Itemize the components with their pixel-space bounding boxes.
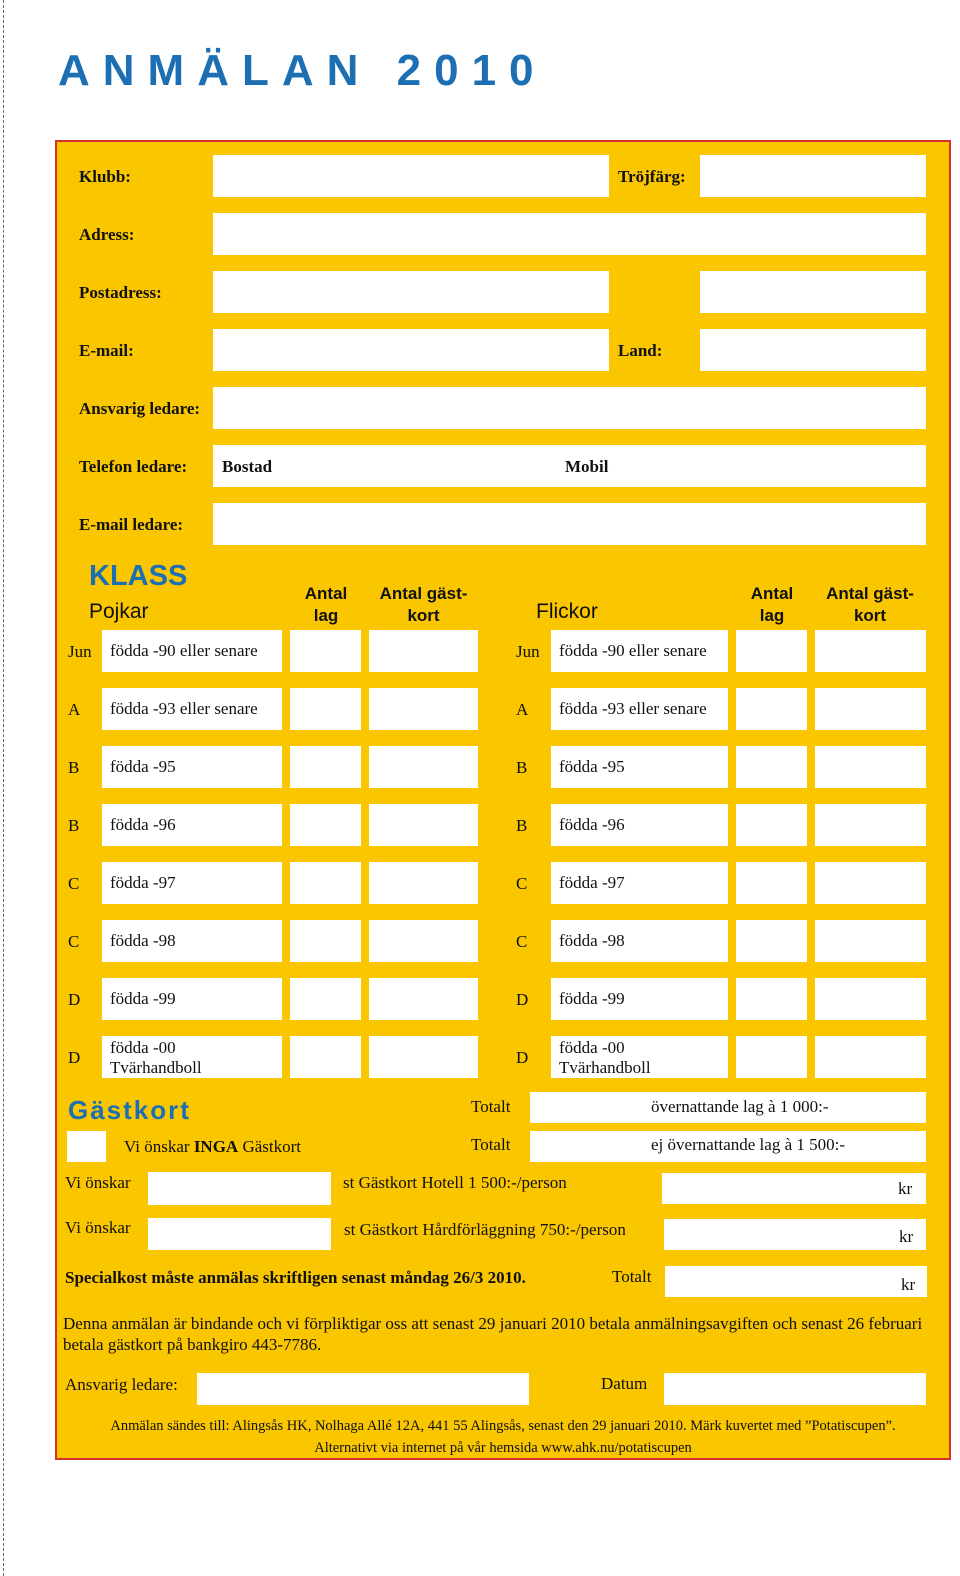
kr-label-3: kr <box>901 1275 916 1294</box>
trojfarg-field[interactable] <box>700 155 926 197</box>
flickor-row-desc: födda -96 <box>559 815 625 834</box>
totalt-label-2: Totalt <box>471 1135 511 1154</box>
flickor-row-desc: födda -95 <box>559 757 625 776</box>
hardforlaggning-antal-field[interactable] <box>148 1218 331 1250</box>
adress-field[interactable] <box>213 213 926 255</box>
flickor-row-desc: födda -97 <box>559 873 625 892</box>
email-field[interactable] <box>213 329 609 371</box>
kr-label-2: kr <box>899 1227 914 1246</box>
flickor-antal-gastkort-field[interactable] <box>815 862 926 904</box>
pojkar-row-desc: födda -97 <box>110 873 176 892</box>
postort-field[interactable] <box>700 271 926 313</box>
flickor-antal-gastkort-field[interactable] <box>815 630 926 672</box>
specialkost-notice: Specialkost måste anmälas skriftligen senast måndag 26/3 2010. <box>65 1268 526 1287</box>
pojkar-row-desc: födda -96 <box>110 815 176 834</box>
gastkort-heading: Gästkort <box>68 1095 191 1125</box>
hotell-label: st Gästkort Hotell 1 500:-/person <box>343 1173 567 1192</box>
footer-address: Anmälan sändes till: Alingsås HK, Nolhaga Allé 12A, 441 55 Alingsås, senast den 29 januari 2010. Märk kuvertet med ”Potatiscupen”. <box>110 1418 896 1434</box>
trojfarg-label: Tröjfärg: <box>618 167 686 186</box>
pojkar-antal-lag-field[interactable] <box>290 920 361 962</box>
flickor-antal-lag-field[interactable] <box>736 920 807 962</box>
pojkar-antal-lag-field[interactable] <box>290 746 361 788</box>
pojkar-antal-lag-field[interactable] <box>290 688 361 730</box>
adress-label: Adress: <box>79 225 135 244</box>
pojkar-antal-lag-field[interactable] <box>290 1036 361 1078</box>
flickor-antal-gastkort-field[interactable] <box>815 920 926 962</box>
pojkar-row-class: C <box>68 932 80 951</box>
flickor-row-class: A <box>516 700 529 719</box>
pojkar-antal-lag-field[interactable] <box>290 978 361 1020</box>
flickor-row-desc-extra: Tvärhandboll <box>559 1058 651 1077</box>
flickor-row-desc: födda -00 <box>559 1038 625 1057</box>
totalt-label-3: Totalt <box>612 1267 652 1286</box>
pojkar-row-desc: födda -00 <box>110 1038 176 1057</box>
pojkar-antal-lag-field[interactable] <box>290 804 361 846</box>
signature-ansvarig-field[interactable] <box>197 1373 529 1405</box>
pojkar-heading: Pojkar <box>89 600 149 623</box>
pojkar-antal-gastkort-field[interactable] <box>369 1036 478 1078</box>
footer <box>57 1415 949 1459</box>
datum-label: Datum <box>601 1374 648 1393</box>
flickor-antal-gastkort-field[interactable] <box>815 746 926 788</box>
overnattande-label: övernattande lag à 1 000:- <box>651 1097 829 1116</box>
email-ledare-field[interactable] <box>213 503 926 545</box>
pojkar-row-desc: födda -90 eller senare <box>110 641 258 660</box>
kr-label-1: kr <box>898 1179 913 1198</box>
hotell-kr-field[interactable] <box>662 1173 926 1204</box>
flickor-antal-gastkort-field[interactable] <box>815 804 926 846</box>
postadress-field[interactable] <box>213 271 609 313</box>
totalt-kr-field[interactable] <box>665 1266 927 1297</box>
flickor-antal-lag-field[interactable] <box>736 978 807 1020</box>
pojkar-antal-gastkort-header: Antal gäst-kort <box>379 584 468 625</box>
pojkar-antal-gastkort-field[interactable] <box>369 804 478 846</box>
ansvarig-ledare-field[interactable] <box>213 387 926 429</box>
flickor-row-desc: födda -99 <box>559 989 625 1008</box>
pojkar-row-class: A <box>68 700 81 719</box>
cut-line <box>3 0 4 1576</box>
pojkar-row-class: B <box>68 816 80 835</box>
flickor-row-class: B <box>516 816 528 835</box>
klubb-field[interactable] <box>213 155 609 197</box>
pojkar-row-class: D <box>68 1048 81 1067</box>
klass-heading: KLASS <box>89 560 188 592</box>
footer-website: Alternativt via internet på vår hemsida www.ahk.nu/potatiscupen <box>314 1440 692 1456</box>
ej-overnattande-label: ej övernattande lag à 1 500:- <box>651 1135 846 1154</box>
flickor-antal-gastkort-field[interactable] <box>815 688 926 730</box>
pojkar-row-desc-extra: Tvärhandboll <box>110 1058 202 1077</box>
flickor-antal-lag-field[interactable] <box>736 1036 807 1078</box>
flickor-row-desc: födda -98 <box>559 931 625 950</box>
mobil-label: Mobil <box>565 457 609 476</box>
hardforlaggning-label: st Gästkort Hårdförläggning 750:-/person <box>344 1220 626 1239</box>
land-field[interactable] <box>700 329 926 371</box>
hardforlaggning-kr-field[interactable] <box>664 1219 926 1250</box>
flickor-antal-gastkort-field[interactable] <box>815 978 926 1020</box>
totalt-label-1: Totalt <box>471 1097 511 1116</box>
pojkar-row-desc: födda -95 <box>110 757 176 776</box>
bostad-label: Bostad <box>222 457 273 476</box>
pojkar-antal-lag-field[interactable] <box>290 630 361 672</box>
pojkar-row-desc: födda -99 <box>110 989 176 1008</box>
land-label: Land: <box>618 341 663 360</box>
vi-onskar-label-2: Vi önskar <box>65 1218 131 1237</box>
flickor-row-class: C <box>516 874 528 893</box>
hotell-antal-field[interactable] <box>148 1172 331 1205</box>
flickor-antal-lag-field[interactable] <box>736 688 807 730</box>
bindande-text: Denna anmälan är bindande och vi förpliktigar oss att senast 29 januari 2010 betala anmälningsavgiften och senast 26 februari betala gästkort på bankgiro 443-7786. <box>63 1314 923 1354</box>
flickor-antal-gastkort-field[interactable] <box>815 1036 926 1078</box>
pojkar-antal-gastkort-field[interactable] <box>369 862 478 904</box>
ansvarig-ledare-label: Ansvarig ledare: <box>79 399 201 418</box>
flickor-antal-lag-field[interactable] <box>736 746 807 788</box>
flickor-row-class: D <box>516 990 529 1009</box>
flickor-heading: Flickor <box>536 600 598 623</box>
pojkar-antal-gastkort-field[interactable] <box>369 746 478 788</box>
pojkar-row-desc: födda -93 eller senare <box>110 699 258 718</box>
pojkar-antal-gastkort-field[interactable] <box>369 920 478 962</box>
flickor-row-class: D <box>516 1048 529 1067</box>
pojkar-antal-lag-field[interactable] <box>290 862 361 904</box>
postadress-label: Postadress: <box>79 283 162 302</box>
inga-gastkort-checkbox[interactable] <box>67 1131 106 1162</box>
pojkar-row-class: C <box>68 874 80 893</box>
flickor-row-class: Jun <box>516 642 540 661</box>
pojkar-row-class: B <box>68 758 80 777</box>
datum-field[interactable] <box>664 1373 926 1405</box>
flickor-row-class: C <box>516 932 528 951</box>
email-label: E-mail: <box>79 341 134 360</box>
flickor-antal-lag-field[interactable] <box>736 630 807 672</box>
pojkar-antal-gastkort-field[interactable] <box>369 688 478 730</box>
flickor-row-desc: födda -93 eller senare <box>559 699 707 718</box>
vi-onskar-label-1: Vi önskar <box>65 1173 131 1192</box>
pojkar-antal-gastkort-field[interactable] <box>369 978 478 1020</box>
pojkar-antal-gastkort-field[interactable] <box>369 630 478 672</box>
flickor-antal-lag-field[interactable] <box>736 862 807 904</box>
flickor-row-desc: födda -90 eller senare <box>559 641 707 660</box>
pojkar-row-desc: födda -98 <box>110 931 176 950</box>
flickor-row-class: B <box>516 758 528 777</box>
klubb-label: Klubb: <box>79 167 131 186</box>
page-title: ANMÄLAN 2010 <box>58 46 547 95</box>
flickor-antal-lag-field[interactable] <box>736 804 807 846</box>
pojkar-row-class: D <box>68 990 81 1009</box>
flickor-antal-gastkort-header: Antal gäst-kort <box>826 584 914 625</box>
pojkar-row-class: Jun <box>68 642 92 661</box>
telefon-ledare-label: Telefon ledare: <box>79 457 188 476</box>
signature-ansvarig-label: Ansvarig ledare: <box>65 1375 178 1394</box>
pojkar-antal-lag-header: Antal lag <box>304 584 348 625</box>
flickor-antal-lag-header: Antal lag <box>750 584 794 625</box>
email-ledare-label: E-mail ledare: <box>79 515 184 534</box>
inga-gastkort-label: Vi önskar INGA Gästkort <box>124 1137 302 1156</box>
